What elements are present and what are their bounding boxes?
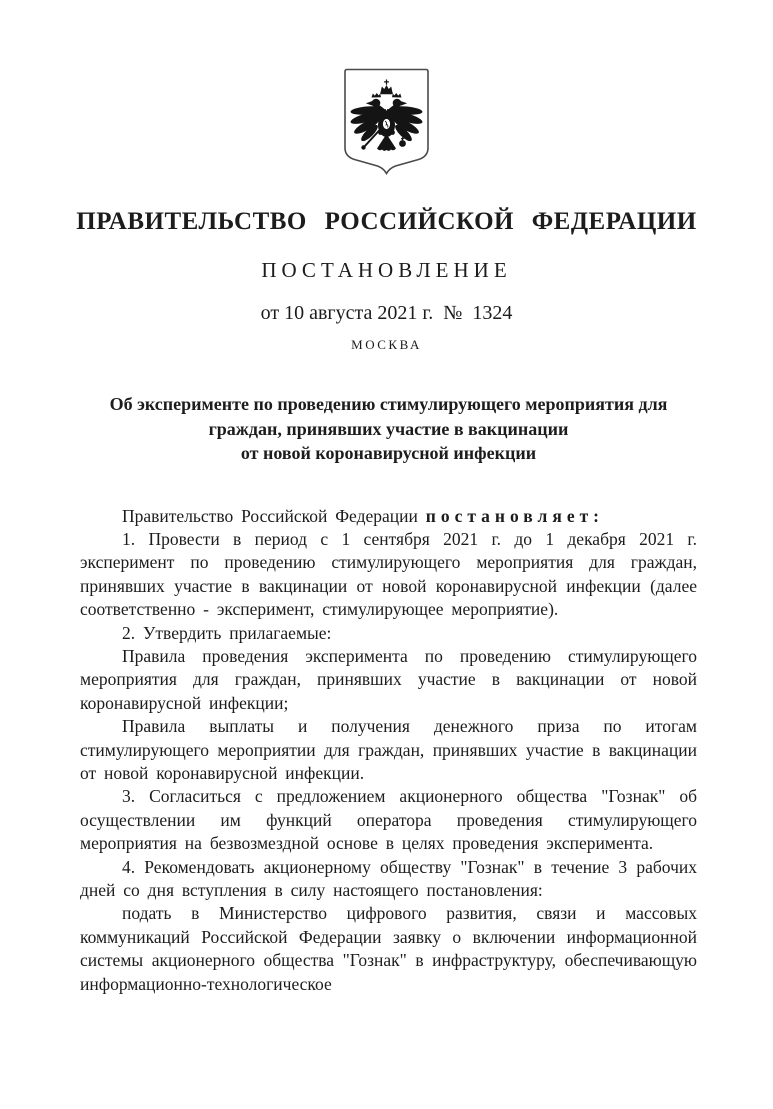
paragraph-item-2: 2. Утвердить прилагаемые: [122, 622, 332, 643]
decree-verb: постановляет: [425, 505, 605, 526]
title-line-2: граждан, принявших участие в вакцинации [208, 418, 569, 439]
preamble-paragraph [80, 505, 697, 528]
russian-eagle-emblem-icon [340, 68, 433, 179]
document-type: ПОСТАНОВЛЕНИЕ [261, 258, 512, 282]
paragraph-item-4: 4. Рекомендовать акционерному обществу "Гознак" в течение 3 рабочих дней со дня вступления в силу настоящего постановления: [80, 856, 697, 900]
document-body [80, 505, 697, 997]
paragraph-rules-2: Правила выплаты и получения денежного приза по итогам стимулирующего мероприятии для граждан, принявших участие в вакцинации от новой коронавирусной инфекции. [80, 716, 697, 783]
paragraph-item-3: 3. Согласиться с предложением акционерного общества "Гознак" об осуществлении им функций оператора проведения стимулирующего мероприятия на безвозмездной основе в целях проведения эксперимента. [80, 786, 697, 854]
coat-of-arms [340, 68, 433, 179]
issuing-authority: ПРАВИТЕЛЬСТВО РОССИЙСКОЙ ФЕДЕРАЦИИ [76, 208, 697, 235]
title-line-1: Об эксперименте по проведению стимулирующего мероприятия для [109, 394, 668, 414]
preamble-text: Правительство Российской Федерации [122, 505, 426, 526]
city-label: МОСКВА [351, 337, 422, 352]
document-title [80, 392, 697, 466]
title-line-3: от новой коронавирусной инфекции [240, 443, 537, 463]
paragraph-rules-1: Правила проведения эксперимента по проведению стимулирующего мероприятия для граждан, принявших участие в вакцинации от новой коронавирусной инфекции; [80, 645, 697, 713]
paragraph-item-4-sub: подать в Министерство цифрового развития, связи и массовых коммуникаций Российской Федерации заявку о включении информационной системы акционерного общества "Гознак" в инфраструктуру, обеспечивающую информационно-технологическое [80, 903, 697, 994]
paragraph-item-1: 1. Провести в период с 1 сентября 2021 г. до 1 декабря 2021 г. эксперимент по проведению стимулирующего мероприятия для граждан, принявших участие в вакцинации от новой коронавирусной инфекции (далее соответственно - эксперимент, стимулирующее мероприятие). [80, 528, 697, 620]
date-and-number-line: от 10 августа 2021 г. № 1324 [260, 302, 513, 324]
